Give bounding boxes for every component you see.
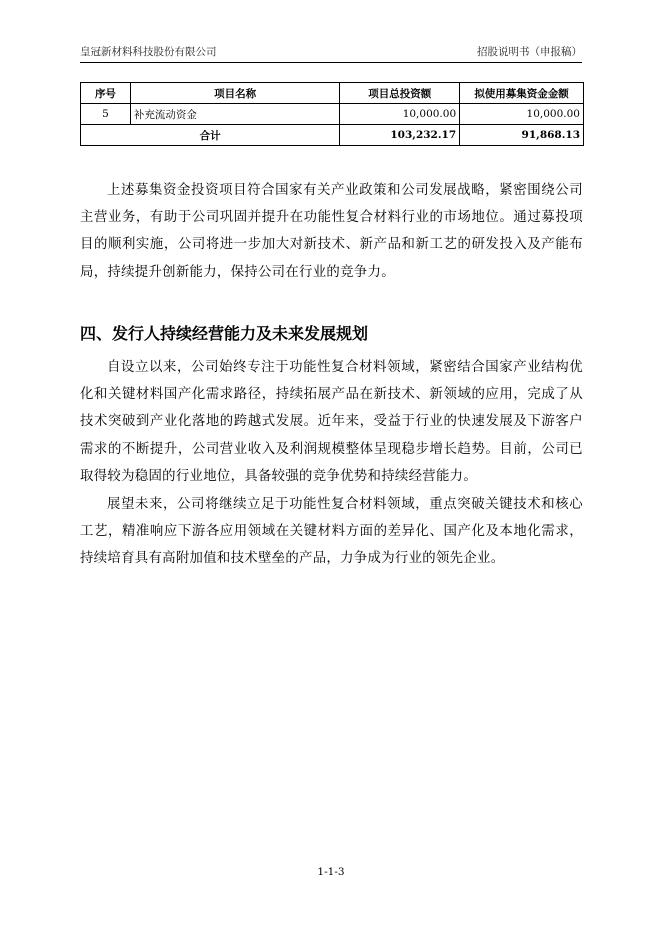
page-number: 1-1-3 — [317, 866, 345, 878]
row-number: 5 — [81, 104, 131, 125]
fund-summary-paragraph: 上述募集资金投资项目符合国家有关产业政策和公司发展战略，紧密围绕公司主营业务，有助于公司巩固并提升在功能性复合材料行业的市场地位。通过募投项目的顺利实施，公司将进一步加大对新技术、新产品和新工艺的研发投入及产能布局，持续提升创新能力，保持公司在行业的竞争力。 — [80, 183, 583, 280]
table-header-row — [81, 83, 584, 104]
column-header-total-investment: 项目总投资额 — [340, 83, 460, 104]
section-title: 四、发行人持续经营能力及未来发展规划 — [80, 324, 369, 343]
page-header — [80, 44, 582, 62]
fund-usage-table — [80, 82, 584, 146]
header-company-name: 皇冠新材料科技股份有限公司 — [80, 46, 217, 58]
total-label: 合计 — [81, 125, 340, 146]
header-divider — [80, 62, 582, 63]
row-raised-funds: 10,000.00 — [460, 104, 584, 125]
table-total-row — [81, 125, 584, 146]
header-document-type: 招股说明书（申报稿） — [477, 46, 582, 58]
table-row — [81, 104, 584, 125]
raised-funds-sum: 91,868.13 — [460, 125, 584, 146]
column-header-raised-funds: 拟使用募集资金金额 — [460, 83, 584, 104]
row-total-investment: 10,000.00 — [340, 104, 460, 125]
row-project-name: 补充流动资金 — [130, 104, 339, 125]
column-header-number: 序号 — [81, 83, 131, 104]
section-paragraph-2: 展望未来，公司将继续立足于功能性复合材料领域，重点突破关键技术和核心工艺，精准响应下游各应用领域在关键材料方面的差异化、国产化及本地化需求，持续培育具有高附加值和技术壁垒的产品，力争成为行业的领先企业。 — [80, 497, 583, 567]
total-investment-sum: 103,232.17 — [340, 125, 460, 146]
section-paragraph-1: 自设立以来，公司始终专注于功能性复合材料领域，紧密结合国家产业结构优化和关键材料国产化需求路径，持续拓展产品在新技术、新领域的应用，完成了从技术突破到产业化落地的跨越式发展。近年来，受益于行业的快速发展及下游客户需求的不断提升，公司营业收入及利润规模整体呈现稳步增长趋势。目前，公司已取得较为稳固的行业地位，具备较强的竞争优势和持续经营能力。 — [80, 360, 583, 484]
column-header-project-name: 项目名称 — [130, 83, 339, 104]
